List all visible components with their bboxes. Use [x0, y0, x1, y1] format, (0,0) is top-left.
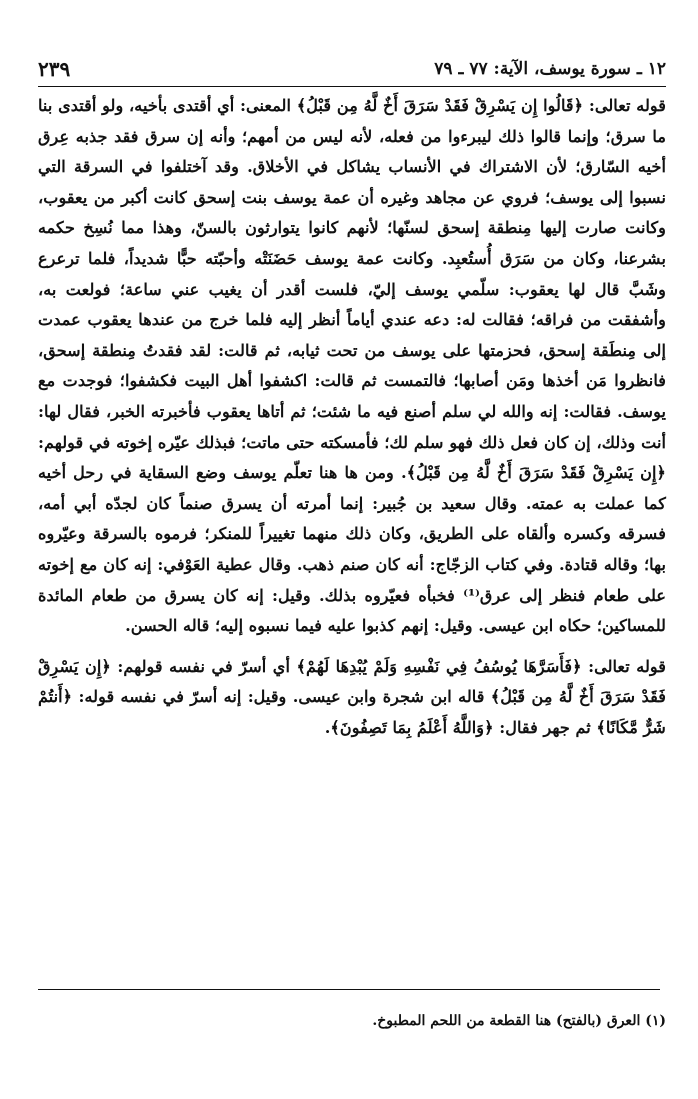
page-number: ٢٣٩ — [38, 57, 71, 81]
running-title: ١٢ ـ سورة يوسف، الآية: ٧٧ ـ ٧٩ — [434, 59, 666, 79]
book-page — [38, 52, 666, 1029]
page-header — [38, 52, 666, 86]
paragraph-1: قوله تعالى: ﴿قَالُوا إِن يَسْرِقْ فَقَدْ سَرَقَ أَخٌ لَّهُ مِن قَبْلُ﴾ المعنى: أي أقتدى بأخيه، ولو أقتدى بنا ما سرق؛ وإنما قالوا ذلك ليبرءوا من فعله، لأنه ليس من أمهم؛ وأنه إن سرق فقد جذبه عِرق أخيه السّارق؛ لأن الاشتراك في الأنساب يشاكل في الأخلاق. وقد آختلفوا في السرقة التي نسبوا إلى يوسف؛ فروي عن مجاهد وغيره أن عمة يوسف بنت إسحق كانت أكبر من يعقوب، وكانت صارت إليها مِنطقة إسحق لسنّها؛ لأنهم كانوا يتوارثون بالسنّ، وهذا مما نُسِخ حكمه بشرعنا، وكان من سَرَق أُستُعبِد. وكانت عمة يوسف حَضَنَتْه وأحبّته حبًّا شديداً، فلما ترعرع وشَبَّ قال لها يعقوب: سلّمي يوسف إليّ، فلست أقدر أن يغيب عني ساعة؛ فولعت به، وأشفقت من فراقه؛ فقالت له: دعه عندي أياماً أنظر إليه فلما خرج من عندها يعقوب عمدت إلى مِنطَقة إسحق، فحزمتها على يوسف من تحت ثيابه، ثم قالت: لقد فقدتُ مِنطقة إسحق، فانظروا مَن أخذها ومَن أصابها؛ فالتمست ثم قالت: اكشفوا أهل البيت فكشفوا؛ فوجدت مع يوسف. فقالت: إنه والله لي سلم أصنع فيه ما شئت؛ ثم أتاها يعقوب فأخبرته الخبر، فقال لها: أنت وذلك، إن كان فعل ذلك فهو سلم لك؛ فأمسكته حتى ماتت؛ فبذلك عيّره إخوته في قولهم: ﴿إِن يَسْرِقْ فَقَدْ سَرَقَ أَخٌ لَّهُ مِن قَبْلُ﴾. ومن ها هنا تعلّم يوسف وضع السقاية في رحل أخيه كما عملت به عمته. وقال سعيد بن جُبير: إنما أمرته أن يسرق صنماً كان لجدّه أبي أمه، فسرقه وكسره وألقاه على الطريق، وكان ذلك منهما تغييراً للمنكر؛ فرموه بالسرقة وعيّروه بها؛ وقاله قتادة. وفي كتاب الزجّاج: أنه كان صنم ذهب. وقال عطية العَوْفي: إنه كان مع إخوته على طعام فنظر إلى عرق⁽¹⁾ فخبأه فعيّروه بذلك. وقيل: إنه كان يسرق من طعام المائدة للمساكين؛ حكاه ابن عيسى. وقيل: إنهم كذبوا عليه فيما نسبوه إليه؛ قاله الحسن. — [38, 96, 666, 636]
footnotes — [38, 1010, 666, 1032]
main-text — [38, 91, 666, 743]
footnote-1: (١) العرق (بالفتح) هنا القطعة من اللحم المطبوخ. — [372, 1013, 666, 1029]
header-divider — [38, 86, 666, 87]
paragraph-2: قوله تعالى: ﴿فَأَسَرَّهَا يُوسُفُ فِي نَفْسِهِ وَلَمْ يُبْدِهَا لَهُمْ﴾ أي أسرّ في نفسه قولهم: ﴿إِن يَسْرِقْ فَقَدْ سَرَقَ أَخٌ لَّهُ مِن قَبْلُ﴾ قاله ابن شجرة وابن عيسى. وقيل: إنه أسرّ في نفسه قوله: ﴿أَنتُمْ شَرٌّ مَّكَانًا﴾ ثم جهر فقال: ﴿وَاللَّهُ أَعْلَمُ بِمَا تَصِفُونَ﴾. — [38, 656, 666, 737]
footnote-divider — [38, 989, 660, 990]
